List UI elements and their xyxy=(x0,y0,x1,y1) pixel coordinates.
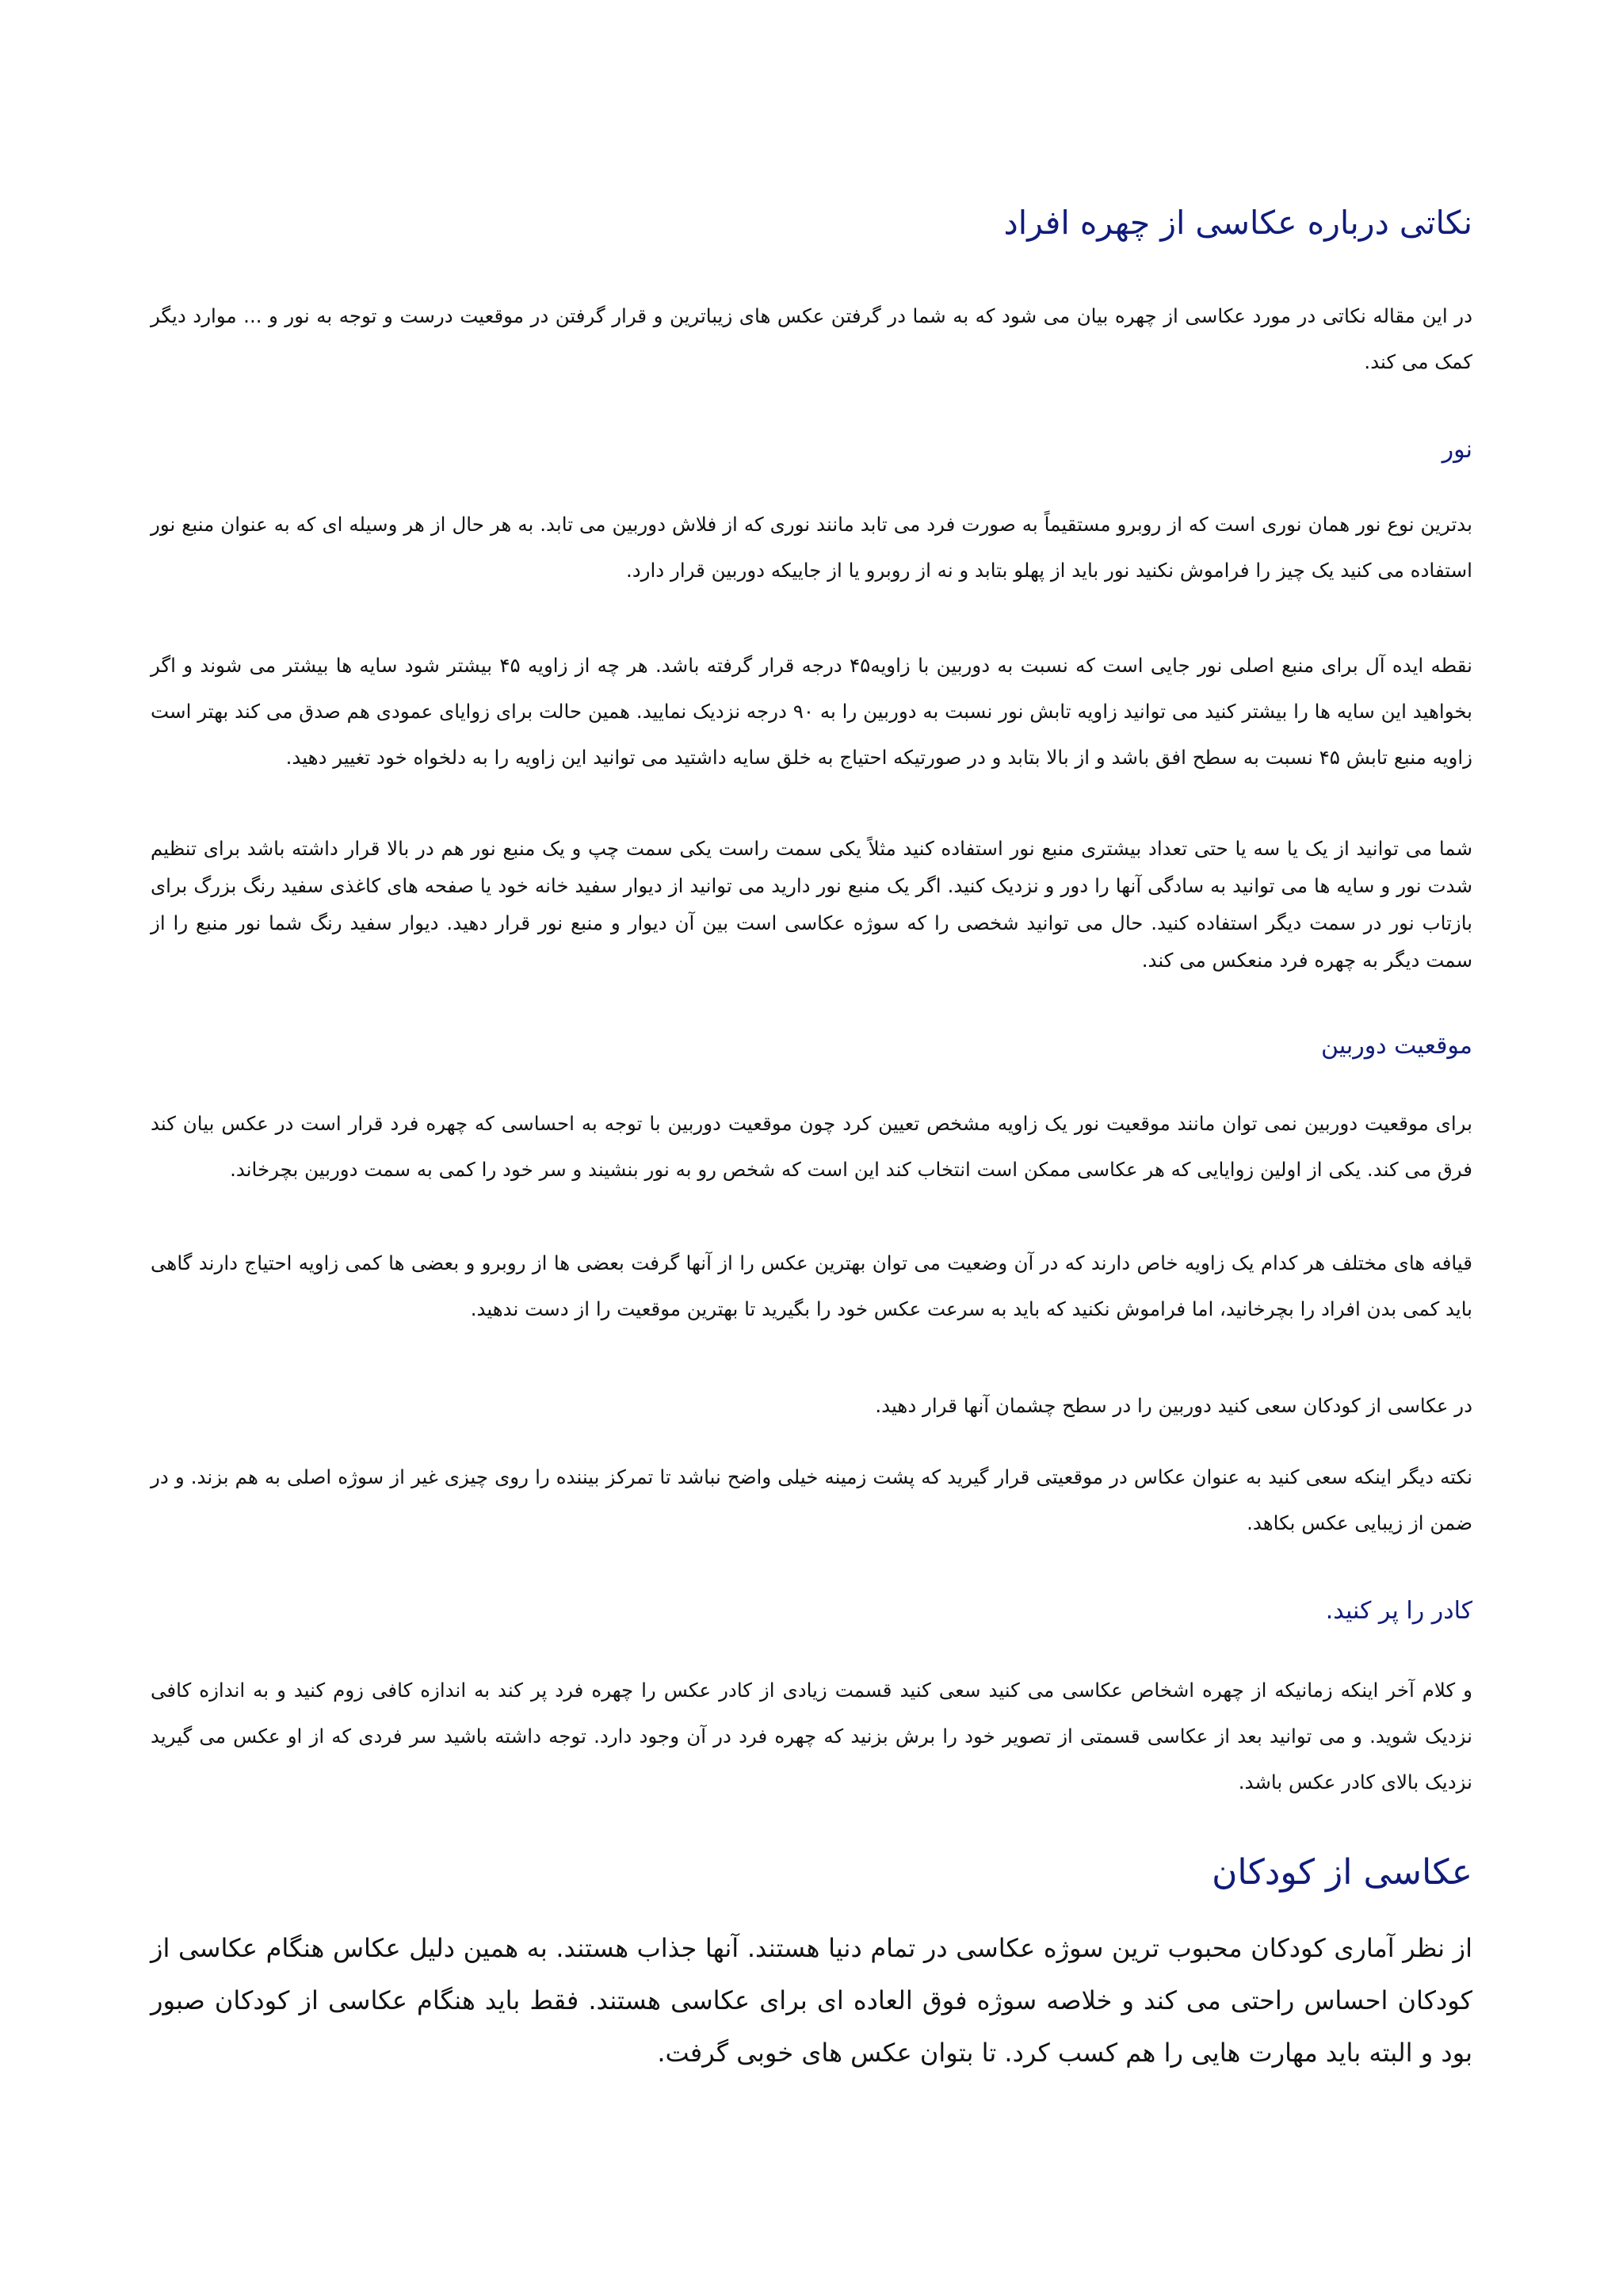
camera-paragraph-4: نکته دیگر اینکه سعی کنید به عنوان عکاس در موقعیتی قرار گیرید که پشت زمینه خیلی واضح نباشد تا تمرکز بیننده را روی چیزی غیر از سوژه اصلی به هم بزند. و در ضمن از زیبایی عکس بکاهد. xyxy=(151,1465,1472,1535)
section-heading-light: نور xyxy=(1442,436,1472,464)
camera-paragraph-2: قیافه های مختلف هر کدام یک زاویه خاص دارند که در آن وضعیت می توان بهترین عکس را از آنها گرفت بعضی ها از روبرو و بعضی ها کمی زاویه احتیاج دارند گاهی باید کمی بدن افراد را بچرخانید، اما فراموش نکنید که باید به سرعت عکس خود را بگیرید تا بهترین موقعیت را از دست ندهید. xyxy=(151,1251,1472,1321)
page-title: نکاتی درباره عکاسی از چهره افراد xyxy=(1003,204,1472,242)
frame-paragraph-1: و کلام آخر اینکه زمانیکه از چهره اشخاص عکاسی می کنید سعی کنید قسمت زیادی از کادر عکس را چهره فرد پر کند به اندازه کافی زوم کنید و به اندازه کافی نزدیک شوید. و می توانید بعد از عکاسی قسمتی از تصویر خود را برش بزنید که چهره فرد در آن وجود دارد. توجه داشته باشید سر فردی که از او عکس می گیرید نزدیک بالای کادر عکس باشد. xyxy=(151,1679,1472,1794)
light-paragraph-3: شما می توانید از یک یا سه یا حتی تعداد بیشتری منبع نور استفاده کنید مثلاً یکی سمت راست یکی سمت چپ و یک منبع نور هم در بالا قرار داشته باشد برای تنظیم شدت نور و سایه ها می توانید به سادگی آنها را دور و نزدیک کنید. اگر یک منبع نور دارید می توانید از دیوار سفید خانه خود یا صفحه های کاغذی سفید رنگ بزرگ برای بازتاب نور در سمت دیگر استفاده کنید. حال می توانید شخصی را که سوژه عکاسی است بین آن دیوار و منبع نور قرار دهید. دیوار سفید رنگ شما نور منبع را از سمت دیگر به چهره فرد منعکس می کند. xyxy=(151,837,1472,972)
section-heading-frame: کادر را پر کنید. xyxy=(1325,1597,1472,1626)
camera-paragraph-1: برای موقعیت دوربین نمی توان مانند موقعیت نور یک زاویه مشخص تعیین کرد چون موقعیت دوربین با توجه به احساسی که چهره فرد قرار است در عکس بیان کند فرق می کند. یکی از اولین زوایایی که هر عکاسی ممکن است انتخاب کند این است که شخص رو به نور بنشیند و سر خود را کمی به سمت دوربین بچرخاند. xyxy=(151,1112,1472,1182)
section-title-kids: عکاسی از کودکان xyxy=(1212,1852,1472,1893)
kids-paragraph-1: از نظر آماری کودکان محبوب ترین سوژه عکاسی در تمام دنیا هستند. آنها جذاب هستند. به همین دلیل عکاس هنگام عکاسی از کودکان احساس راحتی می کند و خلاصه سوژه فوق العاده ای برای عکاسی هستند. فقط باید هنگام عکاسی از کودکان صبور بود و البته باید مهارت هایی را هم کسب کرد. تا بتوان عکس های خوبی گرفت. xyxy=(151,1933,1472,2069)
light-paragraph-2: نقطه ایده آل برای منبع اصلی نور جایی است که نسبت به دوربین با زاویه۴۵ درجه قرار گرفته باشد. هر چه از زاویه ۴۵ بیشتر شود سایه ها بیشتر می شوند و اگر بخواهید این سایه ها را بیشتر کنید می توانید زاویه تابش نور نسبت به دوربین را به ۹۰ درجه نزدیک نمایید. همین حالت برای زوایای عمودی هم صدق می کند بهتر است زاویه منبع تابش ۴۵ نسبت به سطح افق باشد و از بالا بتابد و در صورتیکه احتیاج به خلق سایه داشتید می توانید این زاویه را به دلخواه خود تغییر دهید. xyxy=(151,654,1472,770)
section-heading-camera: موقعیت دوربین xyxy=(1320,1032,1472,1060)
intro-paragraph: در این مقاله نکاتی در مورد عکاسی از چهره بیان می شود که به شما در گرفتن عکس های زیباترین و قرار گرفتن در موقعیت درست و توجه به نور و ... موارد دیگر کمک می کند. xyxy=(151,304,1472,374)
camera-paragraph-3: در عکاسی از کودکان سعی کنید دوربین را در سطح چشمان آنها قرار دهید. xyxy=(875,1394,1472,1418)
light-paragraph-1: بدترین نوع نور همان نوری است که از روبرو مستقیماً به صورت فرد می تابد مانند نوری که از فلاش دوربین می تابد. به هر حال از هر وسیله ای که به عنوان منبع نور استفاده می کنید یک چیز را فراموش نکنید نور باید از پهلو بتابد و نه از روبرو یا از جاییکه دوربین قرار دارد. xyxy=(151,513,1472,583)
